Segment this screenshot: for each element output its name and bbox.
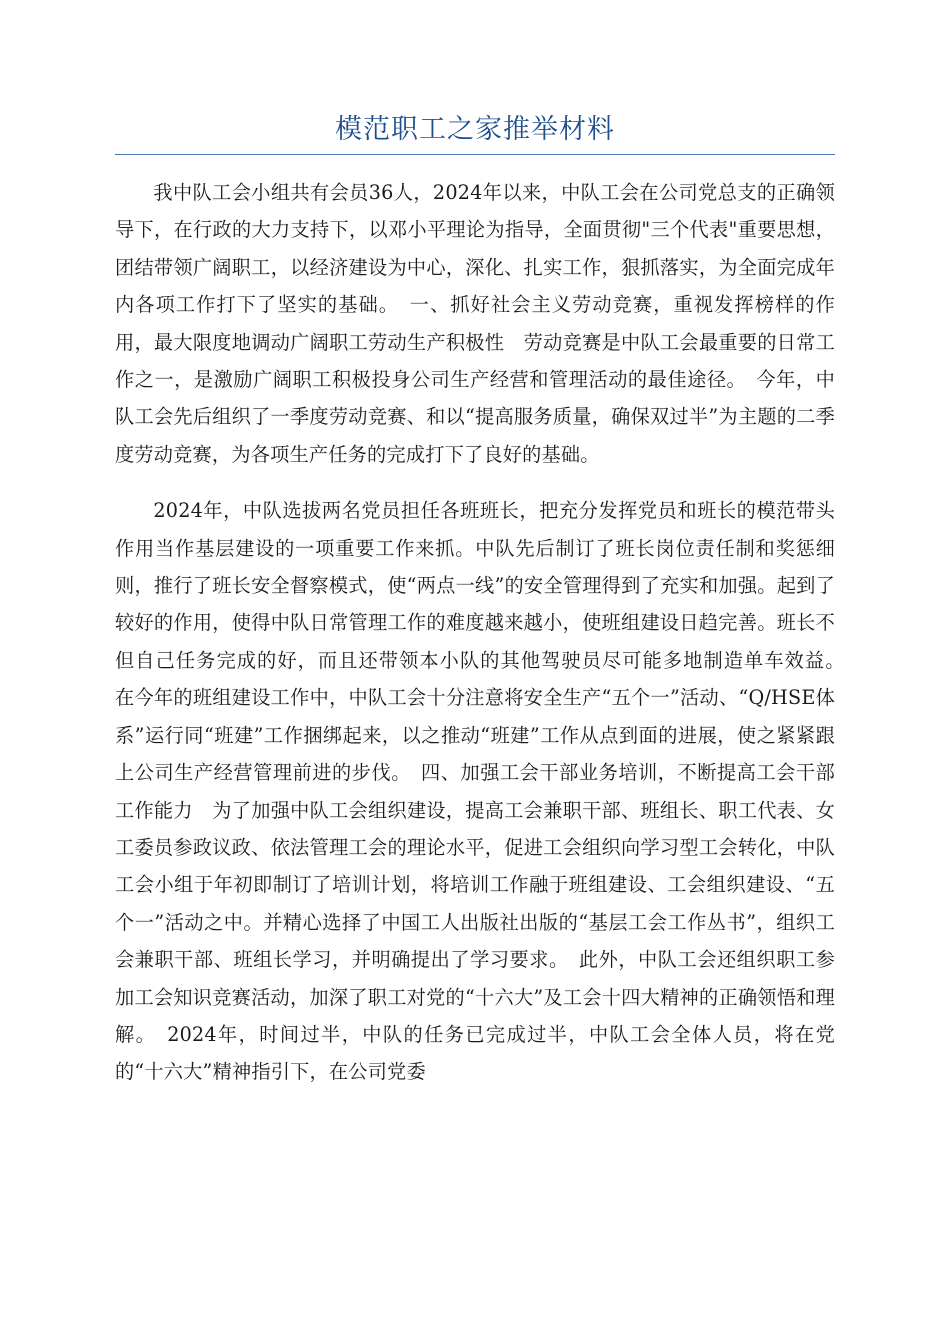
paragraph-2: 2024年，中队选拔两名党员担任各班班长，把充分发挥党员和班长的模范带头作用当作基层建设的一项重要工作来抓。中队先后制订了班长岗位责任制和奖惩细则，推行了班长安全督察模式，使“两点一线”的安全管理得到了充实和加强。起到了较好的作用，使得中队日常管理工作的难度越来越小，使班组建设日趋完善。班长不但自己任务完成的好，而且还带领本小队的其他驾驶员尽可能多地制造单车效益。 在今年的班组建设工作中，中队工会十分注意将安全生产“五个一”活动、“Q/HSE体系”运行同“班建”工作捆绑起来，以之推动“班建”工作从点到面的进展，使之紧紧跟上公司生产经营管理前进的步伐。 四、加强工会干部业务培训，不断提高工会干部工作能力 为了加强中队工会组织建设，提高工会兼职干部、班组长、职工代表、女工委员参政议政、依法管理工会的理论水平，促进工会组织向学习型工会转化，中队工会小组于年初即制订了培训计划，将培训工作融于班组建设、工会组织建设、“五个一”活动之中。并精心选择了中国工人出版社出版的“基层工会工作丛书”，组织工会兼职干部、班组长学习，并明确提出了学习要求。 此外，中队工会还组织职工参加工会知识竞赛活动，加深了职工对党的“十六大”及工会十四大精神的正确领悟和理解。 2024年，时间过半，中队的任务已完成过半，中队工会全体人员，将在党的“十六大”精神指引下，在公司党委 xyxy=(115,499,855,1084)
paragraph-1: 我中队工会小组共有会员36人，2024年以来，中队工会在公司党总支的正确领导下，在行政的大力支持下，以邓小平理论为指导，全面贯彻"三个代表"重要思想，团结带领广阔职工，以经济建设为中心，深化、扎实工作，狠抓落实，为全面完成年内各项工作打下了坚实的基础。 一、抓好社会主义劳动竞赛，重视发挥榜样的作用，最大限度地调动广阔职工劳动生产积极性 劳动竞赛是中队工会最重要的日常工作之一，是激励广阔职工积极投身公司生产经营和管理活动的最佳途径。 今年，中队工会先后组织了一季度劳动竞赛、和以“提高服务质量，确保双过半”为主题的二季度劳动竞赛，为各项生产任务的完成打下了良好的基础。 xyxy=(115,181,835,466)
title-underline xyxy=(115,154,835,155)
document-title: 模范职工之家推举材料 xyxy=(335,114,615,145)
document-body xyxy=(115,174,855,1091)
